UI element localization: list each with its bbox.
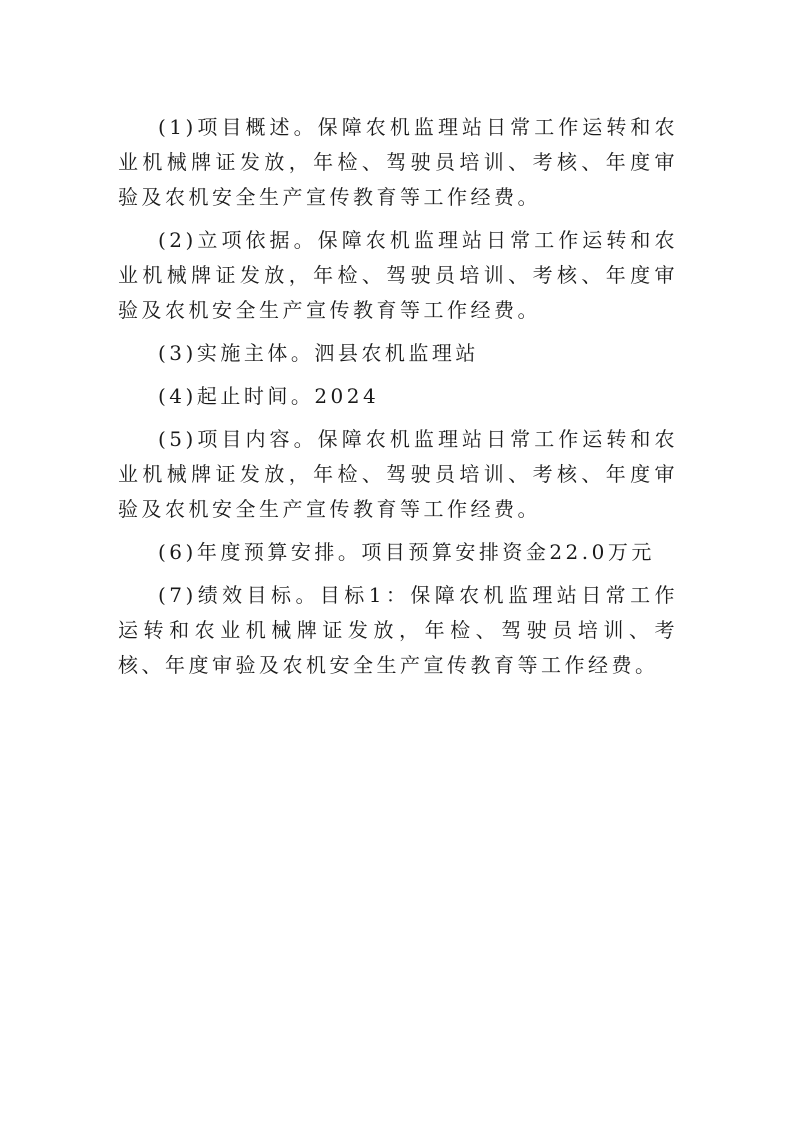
paragraph-implementing-entity: (3)实施主体。泗县农机监理站 [158,341,479,365]
document-body [118,110,678,691]
paragraph-time-period: (4)起止时间。2024 [158,384,380,408]
paragraph-annual-budget: (6)年度预算安排。项目预算安排资金22.0万元 [158,540,655,564]
paragraph-performance-goals: (7)绩效目标。目标1：保障农机监理站日常工作运转和农业机械牌证发放，年检、驾驶员培训、考核、年度审验及农机安全生产宣传教育等工作经费。 [118,583,678,677]
paragraph-project-overview: (1)项目概述。保障农机监理站日常工作运转和农业机械牌证发放，年检、驾驶员培训、考核、年度审验及农机安全生产宣传教育等工作经费。 [118,115,678,209]
paragraph-project-content: (5)项目内容。保障农机监理站日常工作运转和农业机械牌证发放，年检、驾驶员培训、考核、年度审验及农机安全生产宣传教育等工作经费。 [118,427,678,521]
paragraph-project-basis: (2)立项依据。保障农机监理站日常工作运转和农业机械牌证发放，年检、驾驶员培训、考核、年度审验及农机安全生产宣传教育等工作经费。 [118,228,678,322]
